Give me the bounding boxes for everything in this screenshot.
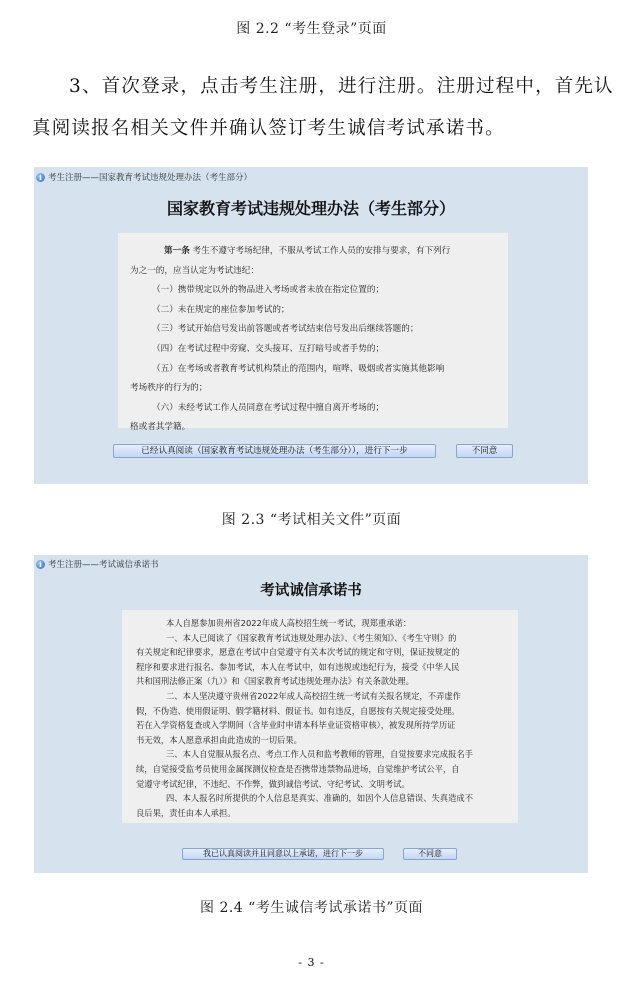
rule-line: 为之一的，应当认定为考试违纪： <box>130 265 259 276</box>
pledge-line: 共和国刑法修正案（九）》和《国家教育考试违规处理办法》有关条款处理。 <box>136 676 414 687</box>
pledge-line: 三、本人自觉服从报名点、考点工作人员和监考教师的管理，自觉按要求完成报名手 <box>166 749 473 760</box>
pledge-line: 假，不伪造、使用假证明、假学籍材料、假证书。如有违反，自愿按有关规定接受处理。 <box>136 705 460 716</box>
article-label: 第一条 <box>164 246 190 256</box>
rule-line: 第一条 考生不遵守考场纪律，不服从考试工作人员的安排与要求，有下列行 <box>164 246 451 256</box>
body-paragraph-line-2: 真阅读报名相关文件并确认签订考生诚信考试承诺书。 <box>32 118 505 139</box>
pledge-line: 若在入学资格复查或入学期间（含毕业时申请本科毕业证资格审核），被发现所持学历证 <box>136 720 456 731</box>
disagree-button[interactable]: 不同意 <box>456 444 513 458</box>
screenshot-integrity-pledge <box>34 555 588 873</box>
figure-caption-2-4: 图 2.4 “考生诚信考试承诺书”页面 <box>200 900 423 916</box>
pledge-line: 有关规定和纪律要求，愿意在考试中自觉遵守有关本次考试的规定和守则，保证按规定的 <box>136 647 460 658</box>
rule-line: （一）携带规定以外的物品进入考场或者未放在指定位置的； <box>152 285 385 296</box>
rule-line: （二）未在规定的座位参加考试的； <box>152 304 290 315</box>
pledge-line: 觉遵守考试纪律，不违纪、不作弊，做到诚信考试、守纪考试、文明考试。 <box>136 778 410 789</box>
body-paragraph-line-1: 3、首次登录，点击考生注册，进行注册。注册过程中，首先认 <box>69 76 614 97</box>
agree-pledge-button[interactable]: 我已认真阅读并且同意以上承诺，进行下一步 <box>182 848 384 860</box>
rule-line: （四）在考试过程中旁窥、交头接耳、互打暗号或者手势的； <box>152 343 385 354</box>
breadcrumb <box>36 558 159 570</box>
pledge-line: 良后果，责任由本人承担。 <box>136 807 236 818</box>
pledge-line: 程序和要求进行报名、参加考试，本人在考试中，如有违规或违纪行为，接受《中华人民 <box>136 661 460 672</box>
disagree-button[interactable]: 不同意 <box>403 848 457 860</box>
breadcrumb-text: 考生注册——考试诚信承诺书 <box>48 560 159 570</box>
rule-line: （六）未经考试工作人员同意在考试过程中擅自离开考场的； <box>152 402 385 413</box>
breadcrumb <box>36 171 252 183</box>
page-title: 国家教育考试违规处理办法（考生部分） <box>166 199 455 218</box>
rule-line: （三）考试开始信号发出前答题或者考试结束信号发出后继续答题的； <box>152 324 419 335</box>
rule-line: 格或者其学籍。 <box>130 422 191 433</box>
info-icon: i <box>36 173 45 182</box>
figure-caption-2-2: 图 2.2 “考生登录”页面 <box>236 21 387 37</box>
page-title: 考试诚信承诺书 <box>260 583 362 599</box>
breadcrumb-text: 考生注册——国家教育考试违规处理办法（考生部分） <box>48 173 253 183</box>
rules-content-panel <box>118 233 508 433</box>
pledge-content-panel <box>122 610 518 823</box>
pledge-line: 二、本人坚决遵守贵州省2022年成人高校招生统一考试有关报名规定，不弄虚作 <box>166 690 461 701</box>
figure-caption-2-3: 图 2.3 “考试相关文件”页面 <box>221 512 402 528</box>
page-number: - 3 - <box>298 956 325 969</box>
pledge-line: 本人自愿参加贵州省2022年成人高校招生统一考试，现郑重承诺： <box>166 618 412 628</box>
info-icon: i <box>36 560 45 569</box>
rule-line: 考场秩序的行为的； <box>130 383 208 394</box>
screenshot-violation-rules <box>34 167 588 484</box>
agree-next-button[interactable]: 已经认真阅读（国家教育考试违规处理办法（考生部分）），进行下一步 <box>113 444 436 458</box>
pledge-line: 一、本人已阅读了《国家教育考试违规处理办法》、《考生须知》、《考生守则》的 <box>166 632 457 643</box>
pledge-line: 书无效，本人愿意承担由此造成的一切后果。 <box>136 734 302 745</box>
rule-line: （五）在考场或者教育考试机构禁止的范围内，喧哗、吸烟或者实施其他影响 <box>152 363 445 374</box>
pledge-line: 四、本人报名时所提供的个人信息是真实、准确的，如因个人信息错误、失真造成不 <box>166 793 473 804</box>
pledge-line: 续，自觉接受监考员使用金属探测仪检查是否携带违禁物品进场，自觉维护考试公平，自 <box>136 763 460 774</box>
